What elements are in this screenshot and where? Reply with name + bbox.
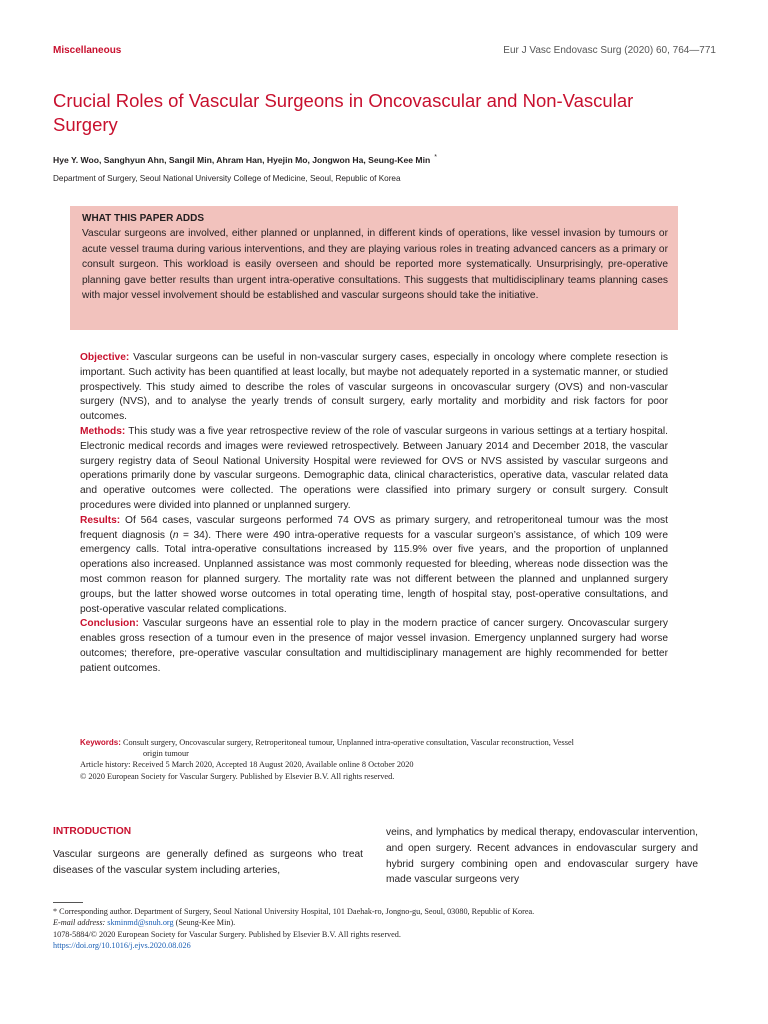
- objective-label: Objective:: [80, 352, 130, 363]
- journal-citation: Eur J Vasc Endovasc Surg (2020) 60, 764—771: [503, 45, 716, 56]
- doi-link[interactable]: https://doi.org/10.1016/j.ejvs.2020.08.026: [53, 940, 191, 950]
- abstract: [80, 351, 668, 677]
- results-text-start: Of 564 cases, vascular surgeons performed 74 OVS as primary surgery, and retroperitoneal tumour was the most frequent diagnosis (: [80, 514, 668, 541]
- conclusion-label: Conclusion:: [80, 618, 139, 630]
- corresponding-author-note: * Corresponding author. Department of Surgery, Seoul National University Hospital, 101 Daehak-ro, Jongno-gu, Seoul, 03080, Republic of Korea.: [53, 907, 535, 916]
- objective-text: Vascular surgeons can be useful in non-vascular surgery cases, especially in oncology where complete resection is important. Such activity has been quantified at least locally, but maybe not adequately reported in a systematic manner, or studied prospectively. This study aimed to describe the roles of vascular surgeons in oncovascular surgery (OVS) and non-vascular surgery (NVS), and to analyse the yearly trends of consult surgery, early mortality and morbidity and risk factors for poor outcomes.: [80, 352, 668, 423]
- copyright-notice: © 2020 European Society for Vascular Surgery. Published by Elsevier B.V. All rights reserved.: [80, 771, 395, 781]
- conclusion-text: Vascular surgeons have an essential role to play in the modern practice of cancer surgery. Oncovascular surgery enables gross resection of a tumour even in the presence of major vessel invasion. Emergency unplanned surgery had worse outcomes; therefore, pre-operative vascular consultation and multidisciplinary management are highly recommended for better patient outcomes.: [80, 618, 668, 674]
- keywords-line: [80, 737, 670, 748]
- box-heading: WHAT THIS PAPER ADDS: [82, 213, 205, 224]
- methods-label: Methods:: [80, 425, 126, 437]
- article-title: Crucial Roles of Vascular Surgeons in Oncovascular and Non-Vascular Surgery: [53, 90, 634, 135]
- authors-names: Hye Y. Woo, Sanghyun Ahn, Sangil Min, Ahram Han, Hyejin Mo, Jongwon Ha, Seung-Kee Min: [53, 154, 431, 165]
- keywords-text: Consult surgery, Oncovascular surgery, Retroperitoneal tumour, Unplanned intra-operative consultation, Vascular reconstruction, Vessel: [122, 738, 574, 747]
- footnotes: [53, 906, 703, 951]
- abstract-objective: [80, 351, 668, 425]
- abstract-results: [80, 514, 668, 618]
- corresponding-author-mark[interactable]: *: [434, 154, 437, 161]
- section-tag: Miscellaneous: [53, 45, 122, 56]
- keywords-line-continued: origin tumour: [143, 749, 189, 759]
- box-text: Vascular surgeons are involved, either planned or unplanned, in different kinds of operations, like vessel invasion by tumours or acute vessel trauma during various interventions, and they are playing various roles in treating advanced cancers as a primary or consult surgeon. This workload is easily overseen and should be reported more systematically. Unsurprisingly, pre-operative planning gave better results than urgent intra-operative consultations. This suggests that multidisciplinary teams planning cases with major vessel involvement should be established and vascular surgeons should take the initiative.: [82, 228, 668, 302]
- what-this-paper-adds-box: [70, 206, 678, 330]
- keywords-label: Keywords:: [80, 738, 121, 747]
- results-label: Results:: [80, 514, 121, 526]
- footnote-divider: [53, 902, 83, 903]
- author-list: [53, 154, 437, 165]
- introduction-heading: INTRODUCTION: [53, 826, 132, 837]
- results-n-symbol: n: [172, 529, 179, 541]
- email-owner: (Seung-Kee Min).: [175, 918, 236, 928]
- abstract-conclusion: [80, 617, 668, 676]
- introduction-left-column: Vascular surgeons are generally defined as surgeons who treat diseases of the vascular system including arteries,: [53, 849, 363, 876]
- abstract-methods: [80, 425, 668, 514]
- affiliation: Department of Surgery, Seoul National University College of Medicine, Seoul, Republic of Korea: [53, 174, 401, 183]
- methods-text: This study was a five year retrospective review of the role of vascular surgeons in various settings at a tertiary hospital. Electronic medical records and images were reviewed retrospectively. Between January 2014 and December 2018, the vascular surgery registry data of Seoul National University Hospital were reviewed for OVS or NVS assisted by vascular surgeons and operations primarily done by vascular surgeons. Demographic data, clinical characteristics, operative data, vascular related data and operative outcomes were collected. The operations were classified into primary surgery or consult surgery. Consult procedures were divided into planned or unplanned surgery.: [80, 425, 668, 511]
- issn-line: 1078-5884/© 2020 European Society for Vascular Surgery. Published by Elsevier B.V. All rights reserved.: [53, 929, 401, 939]
- email-line: [53, 917, 703, 928]
- email-link[interactable]: skminmd@snuh.org: [107, 918, 174, 928]
- article-history: Article history: Received 5 March 2020, Accepted 18 August 2020, Available online 8 October 2020: [80, 760, 414, 770]
- email-label: E-mail address:: [53, 918, 106, 928]
- keywords-block: [80, 737, 670, 782]
- results-text-end: = 34). There were 490 intra-operative requests for a vascular surgeon’s assistance, of which 109 were emergency calls. Total intra-operative consultations increased by 115.9% over five years, and the proportion of unplanned operations also increased. Unplanned assistance was most commonly requested for bleeding, whereas node dissection was the most common reason for planned surgery. The mortality rate was not different between the planned and unplanned surgery groups, but the latter showed worse outcomes in total operating time, length of hospital stay, post-operative consultations, and post-operative vascular related complications.: [80, 529, 668, 615]
- introduction-right-column: veins, and lymphatics by medical therapy, endovascular intervention, and open surgery. Recent advances in endovascular surgery and hybrid surgery combining open and endovascular surgery have made vascular surgeons very: [386, 827, 698, 886]
